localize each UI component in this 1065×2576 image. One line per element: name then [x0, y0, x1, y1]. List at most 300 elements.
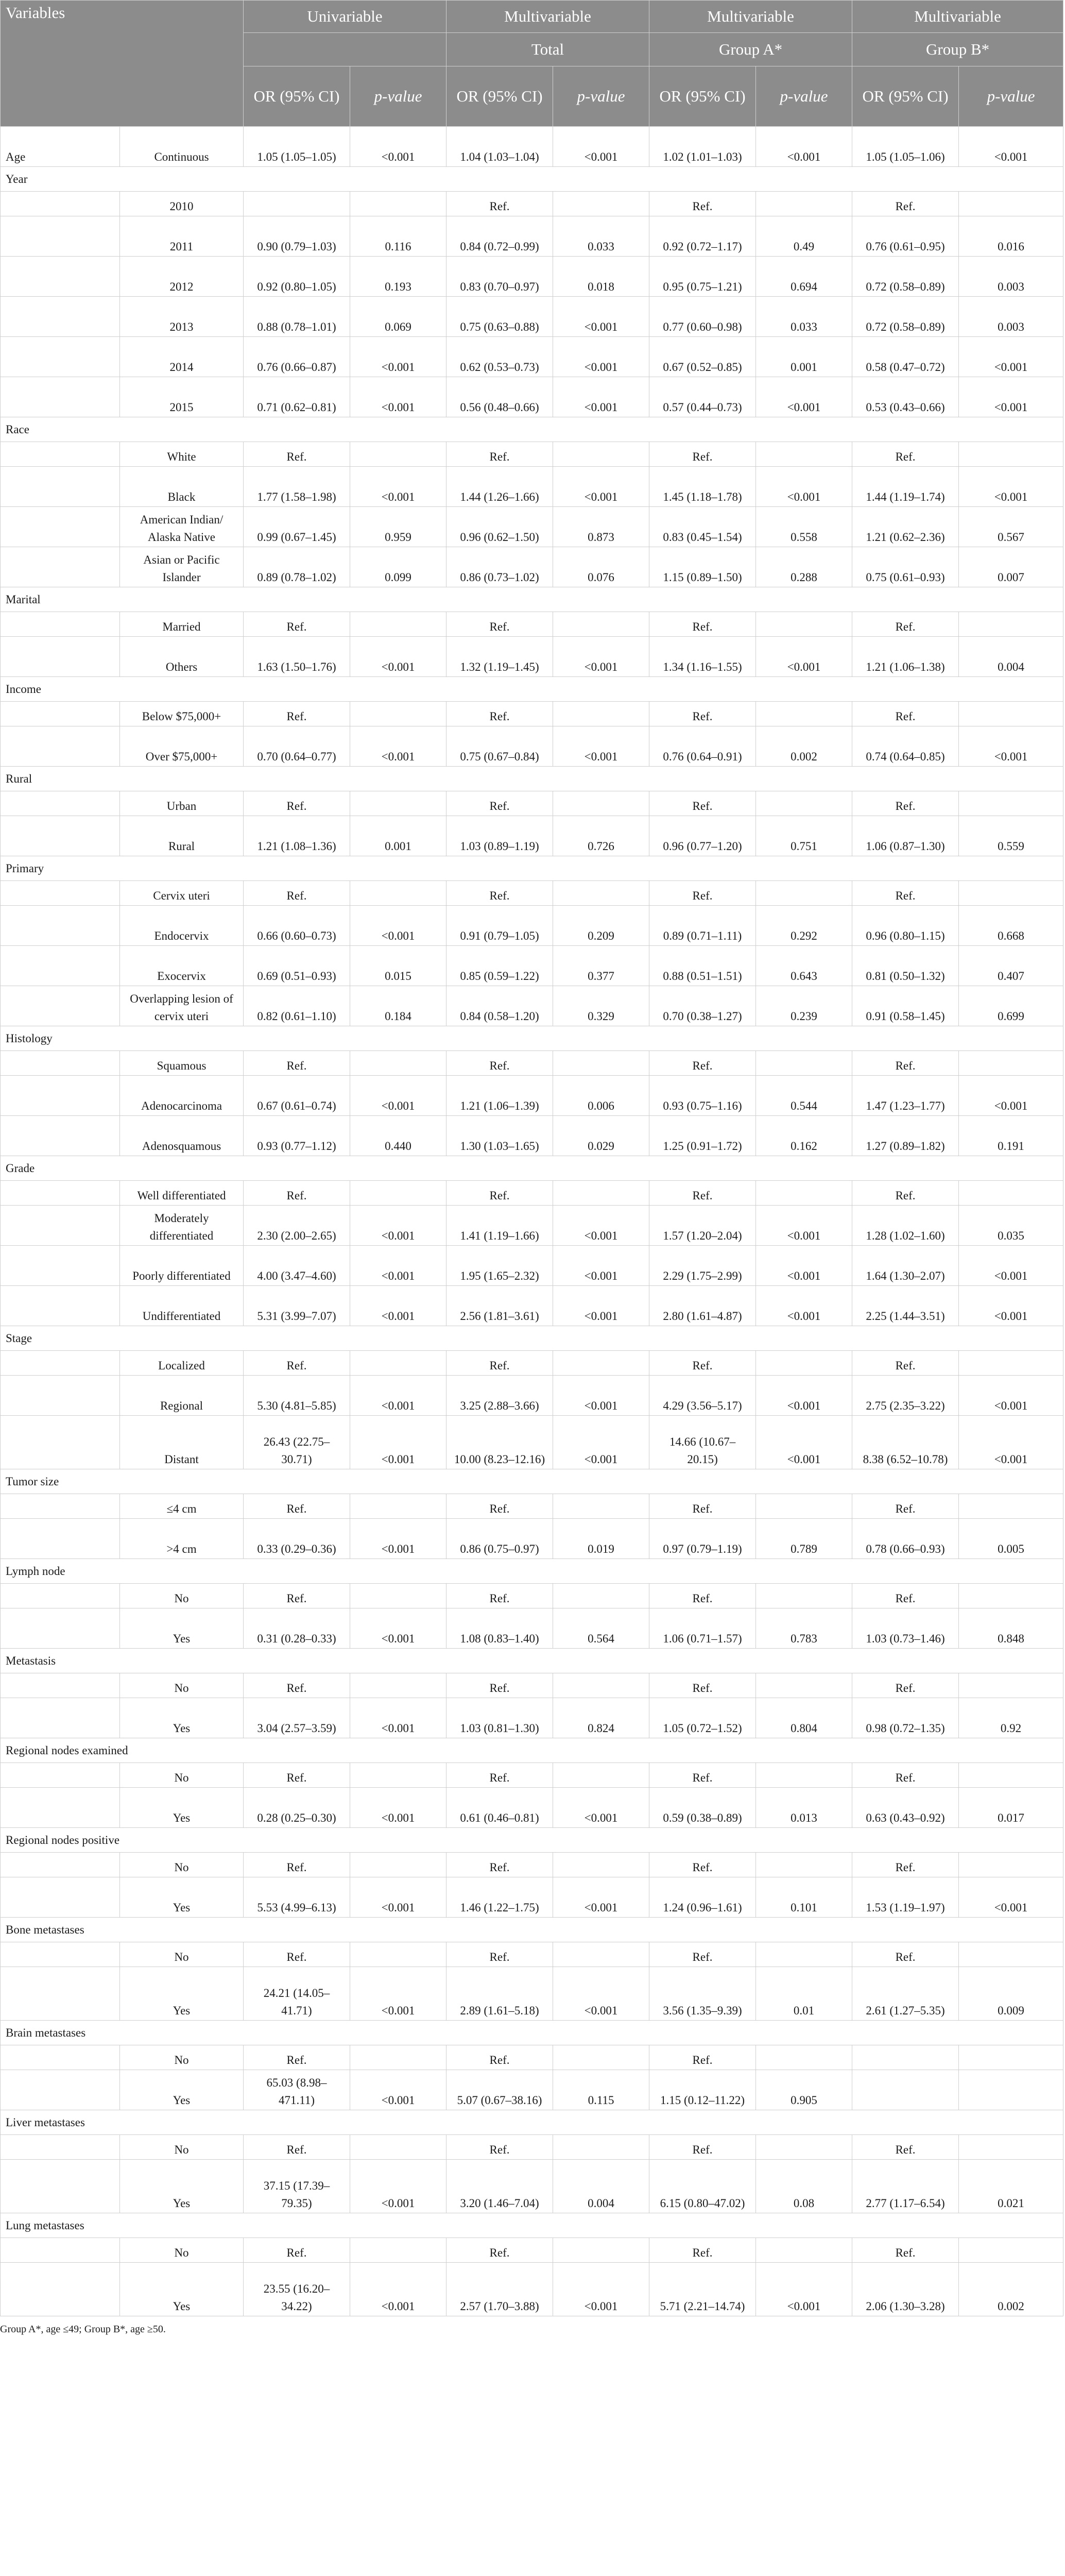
group-a-p: <0.001: [756, 467, 852, 507]
univariable-or: 0.99 (0.67–1.45): [244, 507, 350, 547]
univariable-p: [350, 1763, 446, 1788]
section-row: [1, 2213, 1063, 2238]
univariable-or: 0.71 (0.62–0.81): [244, 377, 350, 417]
variable-label: Age: [1, 127, 120, 167]
table-row: [1, 906, 1063, 946]
univariable-p: [350, 1853, 446, 1877]
total-or: 1.32 (1.19–1.45): [446, 637, 553, 677]
variable-label: [1, 467, 120, 507]
group-b-p: [959, 702, 1063, 726]
variable-label: [1, 1788, 120, 1828]
univariable-p: 0.959: [350, 507, 446, 547]
variable-label: [1, 2238, 120, 2263]
group-a-p: [756, 1351, 852, 1376]
group-a-or: 1.06 (0.71–1.57): [649, 1608, 756, 1649]
total-or: Ref.: [446, 1494, 553, 1519]
univariable-p: <0.001: [350, 1788, 446, 1828]
group-b-or: 1.03 (0.73–1.46): [852, 1608, 959, 1649]
variable-label: [1, 1051, 120, 1076]
category-label: Yes: [120, 1788, 244, 1828]
category-label: Asian or Pacific Islander: [120, 547, 244, 587]
category-label: Below $75,000+: [120, 702, 244, 726]
total-or: Ref.: [446, 612, 553, 637]
group-b-p: [959, 1051, 1063, 1076]
total-p: <0.001: [553, 1877, 649, 1918]
univariable-or: 0.70 (0.64–0.77): [244, 726, 350, 767]
total-or: Ref.: [446, 442, 553, 467]
univariable-or: 0.69 (0.51–0.93): [244, 946, 350, 986]
category-label: Yes: [120, 1877, 244, 1918]
group-b-p: 0.407: [959, 946, 1063, 986]
group-b-p: 0.035: [959, 1206, 1063, 1246]
group-a-p: 0.01: [756, 1967, 852, 2021]
total-or: 1.95 (1.65–2.32): [446, 1246, 553, 1286]
group-b-p: [959, 2045, 1063, 2070]
group-a-p: <0.001: [756, 127, 852, 167]
total-p: [553, 791, 649, 816]
section-label: Lung metastases: [1, 2213, 1063, 2238]
total-or: 0.84 (0.58–1.20): [446, 986, 553, 1026]
univariable-or: 0.66 (0.60–0.73): [244, 906, 350, 946]
table-row: [1, 2135, 1063, 2160]
group-a-p: [756, 702, 852, 726]
group-b-p: [959, 192, 1063, 216]
table-row: [1, 257, 1063, 297]
group-b-p: 0.016: [959, 216, 1063, 257]
group-b-or: Ref.: [852, 1351, 959, 1376]
group-b-p: 0.002: [959, 2263, 1063, 2316]
group-b-p: [959, 1942, 1063, 1967]
category-label: 2013: [120, 297, 244, 337]
group-b-p: 0.021: [959, 2160, 1063, 2213]
total-p: 0.726: [553, 816, 649, 856]
variable-label: [1, 442, 120, 467]
section-label: Income: [1, 677, 1063, 702]
group-b-or: 1.47 (1.23–1.77): [852, 1076, 959, 1116]
variable-label: [1, 1853, 120, 1877]
group-a-or: Ref.: [649, 612, 756, 637]
group-a-or: 1.15 (0.12–11.22): [649, 2070, 756, 2110]
category-label: Adenosquamous: [120, 1116, 244, 1156]
univariable-p: [350, 702, 446, 726]
univariable-or: Ref.: [244, 1763, 350, 1788]
total-p: 0.564: [553, 1608, 649, 1649]
total-or: Ref.: [446, 1051, 553, 1076]
category-label: 2010: [120, 192, 244, 216]
total-or: Ref.: [446, 1942, 553, 1967]
group-b-p: <0.001: [959, 1376, 1063, 1416]
univariable-or: 0.28 (0.25–0.30): [244, 1788, 350, 1828]
group-b-or: 1.06 (0.87–1.30): [852, 816, 959, 856]
table-row: [1, 1788, 1063, 1828]
total-or: 1.03 (0.89–1.19): [446, 816, 553, 856]
variable-label: [1, 1942, 120, 1967]
table-footnote: Group A*, age ≤49; Group B*, age ≥50.: [0, 2324, 166, 2335]
group-b-or: 0.98 (0.72–1.35): [852, 1698, 959, 1738]
group-a-p: <0.001: [756, 2263, 852, 2316]
group-a-or: Ref.: [649, 2135, 756, 2160]
group-b-p: <0.001: [959, 467, 1063, 507]
univariable-or: Ref.: [244, 1494, 350, 1519]
total-or: Ref.: [446, 2135, 553, 2160]
group-b-p: 0.004: [959, 637, 1063, 677]
group-b-or: Ref.: [852, 1763, 959, 1788]
variable-label: [1, 2263, 120, 2316]
total-p: [553, 1584, 649, 1608]
total-or: Ref.: [446, 791, 553, 816]
univariable-or: 65.03 (8.98–471.11): [244, 2070, 350, 2110]
total-or: 2.56 (1.81–3.61): [446, 1286, 553, 1326]
group-b-or: Ref.: [852, 1673, 959, 1698]
group-b-or: 1.64 (1.30–2.07): [852, 1246, 959, 1286]
group-a-p: [756, 1942, 852, 1967]
group-b-p: [959, 442, 1063, 467]
category-label: Exocervix: [120, 946, 244, 986]
variable-label: [1, 1763, 120, 1788]
header-p-value: p-value: [553, 66, 649, 127]
group-a-or: 0.70 (0.38–1.27): [649, 986, 756, 1026]
total-p: 0.004: [553, 2160, 649, 2213]
group-b-or: 2.06 (1.30–3.28): [852, 2263, 959, 2316]
group-a-or: Ref.: [649, 1181, 756, 1206]
univariable-p: [350, 2238, 446, 2263]
group-a-or: 0.96 (0.77–1.20): [649, 816, 756, 856]
section-row: [1, 2110, 1063, 2135]
category-label: Yes: [120, 2160, 244, 2213]
univariable-or: Ref.: [244, 2045, 350, 2070]
category-label: No: [120, 2238, 244, 2263]
table-row: [1, 612, 1063, 637]
total-p: 0.033: [553, 216, 649, 257]
total-or: 0.91 (0.79–1.05): [446, 906, 553, 946]
total-or: 0.83 (0.70–0.97): [446, 257, 553, 297]
total-p: 0.076: [553, 547, 649, 587]
total-p: [553, 1494, 649, 1519]
univariable-p: <0.001: [350, 1877, 446, 1918]
univariable-p: <0.001: [350, 1967, 446, 2021]
univariable-p: 0.193: [350, 257, 446, 297]
category-label: No: [120, 1942, 244, 1967]
univariable-or: 0.67 (0.61–0.74): [244, 1076, 350, 1116]
group-a-or: 1.24 (0.96–1.61): [649, 1877, 756, 1918]
group-a-or: Ref.: [649, 791, 756, 816]
section-row: [1, 1326, 1063, 1351]
group-a-p: 0.905: [756, 2070, 852, 2110]
variable-label: [1, 2045, 120, 2070]
table-row: [1, 297, 1063, 337]
univariable-or: Ref.: [244, 1942, 350, 1967]
category-label: Undifferentiated: [120, 1286, 244, 1326]
category-label: Others: [120, 637, 244, 677]
group-b-or: 2.77 (1.17–6.54): [852, 2160, 959, 2213]
variable-label: [1, 297, 120, 337]
variable-label: [1, 1967, 120, 2021]
variable-label: [1, 906, 120, 946]
total-or: Ref.: [446, 1853, 553, 1877]
category-label: Moderately differentiated: [120, 1206, 244, 1246]
category-label: No: [120, 2045, 244, 2070]
group-a-p: 0.643: [756, 946, 852, 986]
univariable-p: <0.001: [350, 1076, 446, 1116]
group-a-p: [756, 1051, 852, 1076]
variable-label: [1, 791, 120, 816]
variable-label: [1, 637, 120, 677]
variable-label: [1, 1673, 120, 1698]
group-a-p: [756, 1584, 852, 1608]
group-b-or: 0.58 (0.47–0.72): [852, 337, 959, 377]
group-b-p: <0.001: [959, 377, 1063, 417]
group-a-p: 0.101: [756, 1877, 852, 1918]
table-row: [1, 1051, 1063, 1076]
section-row: [1, 1559, 1063, 1584]
total-or: 5.07 (0.67–38.16): [446, 2070, 553, 2110]
univariable-p: <0.001: [350, 1206, 446, 1246]
total-p: [553, 1673, 649, 1698]
table-row: [1, 216, 1063, 257]
section-label: Marital: [1, 587, 1063, 612]
variable-label: [1, 192, 120, 216]
total-or: 0.62 (0.53–0.73): [446, 337, 553, 377]
univariable-p: [350, 1494, 446, 1519]
group-a-or: Ref.: [649, 1853, 756, 1877]
univariable-or: Ref.: [244, 881, 350, 906]
total-p: [553, 1351, 649, 1376]
section-label: Brain metastases: [1, 2021, 1063, 2045]
total-or: 3.25 (2.88–3.66): [446, 1376, 553, 1416]
group-a-p: 0.804: [756, 1698, 852, 1738]
group-b-or: Ref.: [852, 612, 959, 637]
total-or: 0.85 (0.59–1.22): [446, 946, 553, 986]
section-row: [1, 856, 1063, 881]
group-b-p: [959, 791, 1063, 816]
group-a-or: 0.77 (0.60–0.98): [649, 297, 756, 337]
table-row: [1, 507, 1063, 547]
category-label: White: [120, 442, 244, 467]
group-b-p: [959, 1494, 1063, 1519]
univariable-p: [350, 881, 446, 906]
section-row: [1, 1156, 1063, 1181]
group-b-p: 0.668: [959, 906, 1063, 946]
group-b-p: <0.001: [959, 127, 1063, 167]
group-a-or: 2.29 (1.75–2.99): [649, 1246, 756, 1286]
group-b-or: 8.38 (6.52–10.78): [852, 1416, 959, 1469]
variable-label: [1, 1608, 120, 1649]
category-label: Yes: [120, 2070, 244, 2110]
table-row: [1, 986, 1063, 1026]
total-p: <0.001: [553, 1416, 649, 1469]
univariable-p: [350, 791, 446, 816]
total-p: <0.001: [553, 637, 649, 677]
total-p: <0.001: [553, 297, 649, 337]
group-a-p: [756, 1853, 852, 1877]
group-a-or: Ref.: [649, 881, 756, 906]
category-label: No: [120, 1584, 244, 1608]
group-b-p: 0.699: [959, 986, 1063, 1026]
group-a-p: [756, 1673, 852, 1698]
category-label: Yes: [120, 1967, 244, 2021]
table-row: [1, 1286, 1063, 1326]
univariable-p: [350, 1673, 446, 1698]
group-b-or: Ref.: [852, 2135, 959, 2160]
group-a-p: <0.001: [756, 1286, 852, 1326]
total-p: [553, 2045, 649, 2070]
group-a-or: 1.45 (1.18–1.78): [649, 467, 756, 507]
total-or: 1.41 (1.19–1.66): [446, 1206, 553, 1246]
univariable-p: <0.001: [350, 1698, 446, 1738]
table-row: [1, 1519, 1063, 1559]
group-b-p: [959, 881, 1063, 906]
group-a-or: 1.15 (0.89–1.50): [649, 547, 756, 587]
univariable-or: Ref.: [244, 791, 350, 816]
category-label: Well differentiated: [120, 1181, 244, 1206]
total-p: [553, 192, 649, 216]
group-b-p: [959, 1853, 1063, 1877]
category-label: 2012: [120, 257, 244, 297]
group-a-p: 0.789: [756, 1519, 852, 1559]
group-b-p: [959, 1351, 1063, 1376]
category-label: No: [120, 1673, 244, 1698]
group-a-or: Ref.: [649, 1051, 756, 1076]
section-label: Regional nodes examined: [1, 1738, 1063, 1763]
section-label: Bone metastases: [1, 1918, 1063, 1942]
group-a-or: 0.92 (0.72–1.17): [649, 216, 756, 257]
univariable-or: 0.92 (0.80–1.05): [244, 257, 350, 297]
total-p: <0.001: [553, 1788, 649, 1828]
variable-label: [1, 1116, 120, 1156]
table-row: [1, 1853, 1063, 1877]
total-p: [553, 1853, 649, 1877]
group-b-p: [959, 1181, 1063, 1206]
group-b-or: 0.74 (0.64–0.85): [852, 726, 959, 767]
total-p: [553, 2135, 649, 2160]
total-or: Ref.: [446, 192, 553, 216]
univariable-or: 1.21 (1.08–1.36): [244, 816, 350, 856]
group-a-p: <0.001: [756, 377, 852, 417]
group-b-p: 0.191: [959, 1116, 1063, 1156]
univariable-or: 23.55 (16.20–34.22): [244, 2263, 350, 2316]
total-or: Ref.: [446, 1763, 553, 1788]
section-label: Regional nodes positive: [1, 1828, 1063, 1853]
univariable-or: 37.15 (17.39–79.35): [244, 2160, 350, 2213]
group-b-p: [959, 1673, 1063, 1698]
category-label: Poorly differentiated: [120, 1246, 244, 1286]
total-or: 0.61 (0.46–0.81): [446, 1788, 553, 1828]
group-a-p: [756, 192, 852, 216]
variable-label: [1, 612, 120, 637]
group-a-p: [756, 2238, 852, 2263]
group-a-or: 0.95 (0.75–1.21): [649, 257, 756, 297]
header-group-b: Group B*: [852, 33, 1063, 66]
group-b-or: [852, 2045, 959, 2070]
group-b-or: 2.25 (1.44–3.51): [852, 1286, 959, 1326]
variable-label: [1, 881, 120, 906]
group-a-p: <0.001: [756, 1376, 852, 1416]
variable-label: [1, 1519, 120, 1559]
univariable-or: Ref.: [244, 1584, 350, 1608]
category-label: Localized: [120, 1351, 244, 1376]
variable-label: [1, 1416, 120, 1469]
group-a-p: <0.001: [756, 1246, 852, 1286]
univariable-or: Ref.: [244, 2238, 350, 2263]
total-p: [553, 1942, 649, 1967]
group-a-or: Ref.: [649, 2045, 756, 2070]
section-row: [1, 677, 1063, 702]
group-b-or: 0.96 (0.80–1.15): [852, 906, 959, 946]
univariable-p: <0.001: [350, 337, 446, 377]
total-or: Ref.: [446, 881, 553, 906]
total-p: [553, 612, 649, 637]
group-b-or: 1.05 (1.05–1.06): [852, 127, 959, 167]
total-or: Ref.: [446, 1673, 553, 1698]
group-a-p: 0.239: [756, 986, 852, 1026]
table-row: [1, 467, 1063, 507]
category-label: Endocervix: [120, 906, 244, 946]
group-a-p: [756, 1494, 852, 1519]
group-a-or: 1.57 (1.20–2.04): [649, 1206, 756, 1246]
table-row: [1, 816, 1063, 856]
group-a-p: 0.292: [756, 906, 852, 946]
table-row: [1, 2263, 1063, 2316]
total-or: Ref.: [446, 1584, 553, 1608]
univariable-p: <0.001: [350, 1416, 446, 1469]
total-or: 1.08 (0.83–1.40): [446, 1608, 553, 1649]
variable-label: [1, 1351, 120, 1376]
univariable-or: Ref.: [244, 1351, 350, 1376]
univariable-or: 0.88 (0.78–1.01): [244, 297, 350, 337]
total-or: 0.86 (0.73–1.02): [446, 547, 553, 587]
univariable-or: Ref.: [244, 1673, 350, 1698]
total-p: 0.019: [553, 1519, 649, 1559]
group-a-p: 0.002: [756, 726, 852, 767]
group-b-or: Ref.: [852, 192, 959, 216]
section-label: Primary: [1, 856, 1063, 881]
group-a-or: 0.76 (0.64–0.91): [649, 726, 756, 767]
table-row: [1, 1076, 1063, 1116]
section-row: [1, 1738, 1063, 1763]
group-a-p: <0.001: [756, 637, 852, 677]
group-b-p: [959, 2135, 1063, 2160]
group-b-p: <0.001: [959, 1286, 1063, 1326]
category-label: Adenocarcinoma: [120, 1076, 244, 1116]
total-or: Ref.: [446, 1181, 553, 1206]
total-p: <0.001: [553, 377, 649, 417]
total-or: 0.96 (0.62–1.50): [446, 507, 553, 547]
total-p: [553, 2238, 649, 2263]
total-or: 1.21 (1.06–1.39): [446, 1076, 553, 1116]
section-label: Rural: [1, 767, 1063, 791]
category-label: ≤4 cm: [120, 1494, 244, 1519]
group-b-p: 0.017: [959, 1788, 1063, 1828]
table-row: [1, 192, 1063, 216]
group-b-p: [959, 1763, 1063, 1788]
total-p: <0.001: [553, 467, 649, 507]
group-a-or: 0.93 (0.75–1.16): [649, 1076, 756, 1116]
group-a-p: 0.751: [756, 816, 852, 856]
total-p: 0.209: [553, 906, 649, 946]
category-label: 2015: [120, 377, 244, 417]
table-row: [1, 1116, 1063, 1156]
group-a-p: 0.013: [756, 1788, 852, 1828]
group-b-or: Ref.: [852, 442, 959, 467]
category-label: No: [120, 2135, 244, 2160]
group-b-p: 0.567: [959, 507, 1063, 547]
univariable-p: 0.440: [350, 1116, 446, 1156]
group-a-p: 0.001: [756, 337, 852, 377]
section-label: Histology: [1, 1026, 1063, 1051]
group-a-p: <0.001: [756, 1206, 852, 1246]
group-b-or: 0.91 (0.58–1.45): [852, 986, 959, 1026]
group-a-p: 0.544: [756, 1076, 852, 1116]
